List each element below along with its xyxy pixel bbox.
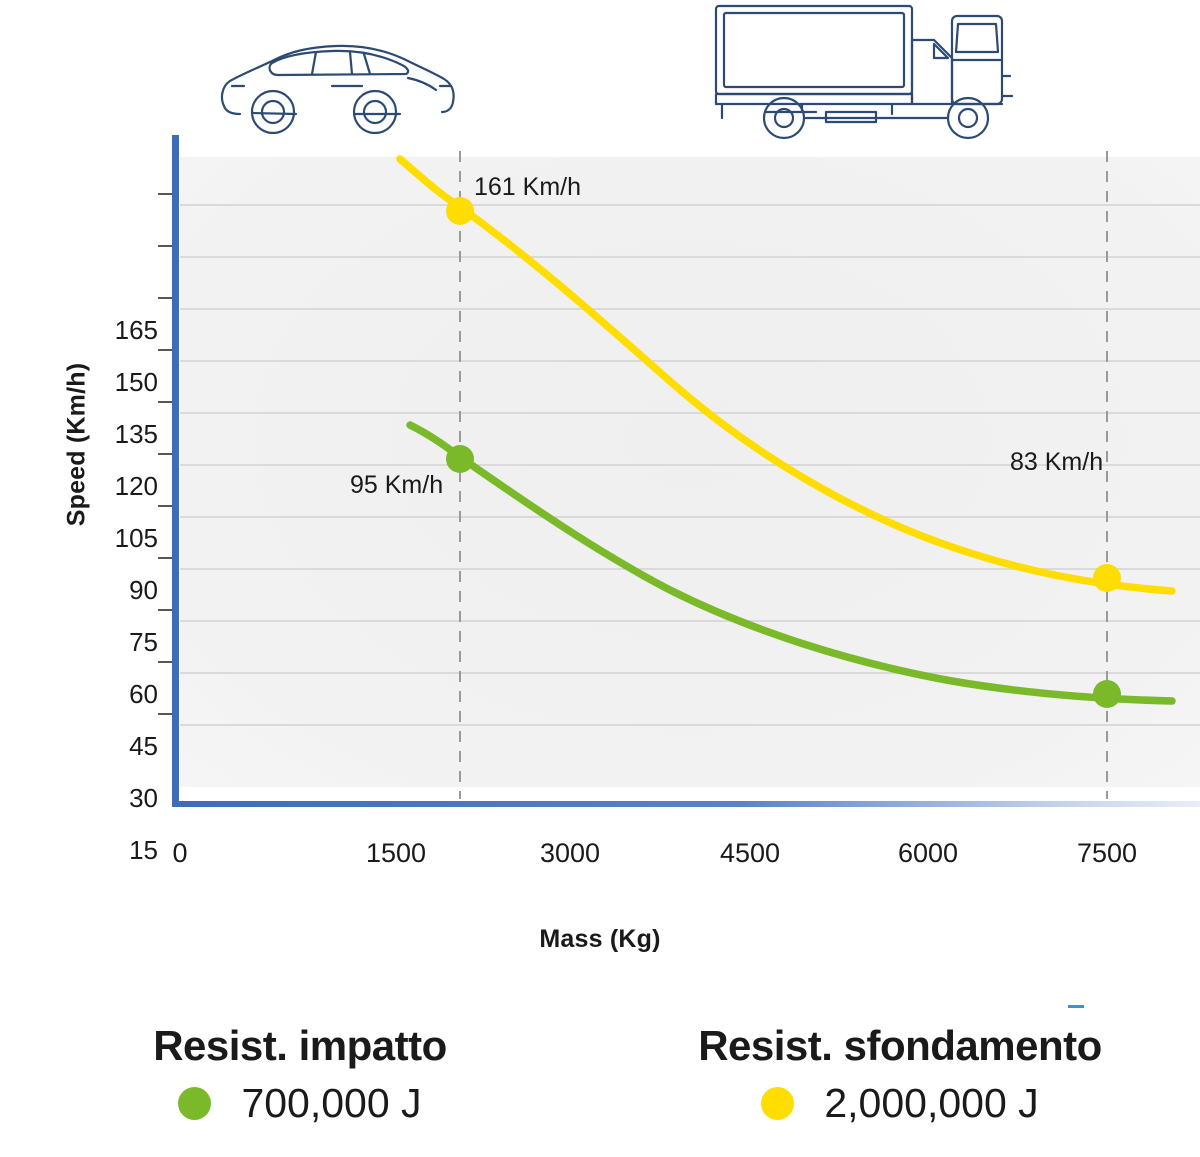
y-tick-75: 75	[129, 627, 158, 657]
y-tick-30: 30	[129, 783, 158, 813]
car-icon	[212, 34, 462, 139]
y-axis-title: Speed (Km/h)	[62, 362, 91, 527]
marker-sfondamento-7500	[1093, 564, 1121, 592]
series-line-sfondamento	[400, 159, 1172, 591]
x-tick-7500: 7500	[1076, 838, 1138, 868]
x-tick-6000: 6000	[897, 838, 959, 868]
chart-legend	[0, 1022, 1200, 1127]
marker-impatto-1500	[446, 445, 474, 473]
y-axis-line	[172, 135, 179, 807]
x-axis-line	[172, 801, 1200, 807]
y-tick-45: 45	[129, 731, 158, 761]
x-axis-tick-labels	[100, 840, 1200, 880]
y-tick-90: 90	[129, 575, 158, 605]
marker-impatto-7500	[1093, 680, 1121, 708]
legend-item-impatto	[0, 1022, 600, 1127]
legend-value-impatto: 700,000 J	[241, 1080, 422, 1127]
legend-value-sfondamento: 2,000,000 J	[824, 1080, 1039, 1127]
legend-title-impatto: Resist. impatto	[153, 1022, 447, 1069]
legend-dot-sfondamento	[761, 1087, 794, 1120]
legend-item-sfondamento	[600, 1022, 1200, 1127]
x-axis-title: Mass (Kg)	[539, 925, 661, 953]
annotation-95kmh: 95 Km/h	[350, 471, 444, 499]
x-tick-1500: 1500	[365, 838, 427, 868]
y-tick-15: 15	[129, 835, 158, 865]
legend-dot-impatto	[178, 1087, 211, 1120]
annotation-83kmh: 83 Km/h	[1010, 448, 1104, 476]
y-tick-135: 135	[114, 419, 158, 449]
truck-icon	[706, 0, 1016, 155]
x-tick-4500: 4500	[719, 838, 781, 868]
legend-dash-mark	[1068, 1005, 1084, 1008]
y-tick-165: 165	[114, 315, 158, 345]
legend-title-sfondamento: Resist. sfondamento	[698, 1022, 1102, 1069]
y-tick-150: 150	[114, 367, 158, 397]
y-tick-105: 105	[114, 523, 158, 553]
x-tick-0: 0	[172, 838, 188, 868]
y-tick-60: 60	[129, 679, 158, 709]
x-tick-3000: 3000	[539, 838, 601, 868]
annotation-161kmh: 161 Km/h	[474, 173, 582, 201]
y-tick-120: 120	[114, 471, 158, 501]
marker-sfondamento-1500	[446, 197, 474, 225]
